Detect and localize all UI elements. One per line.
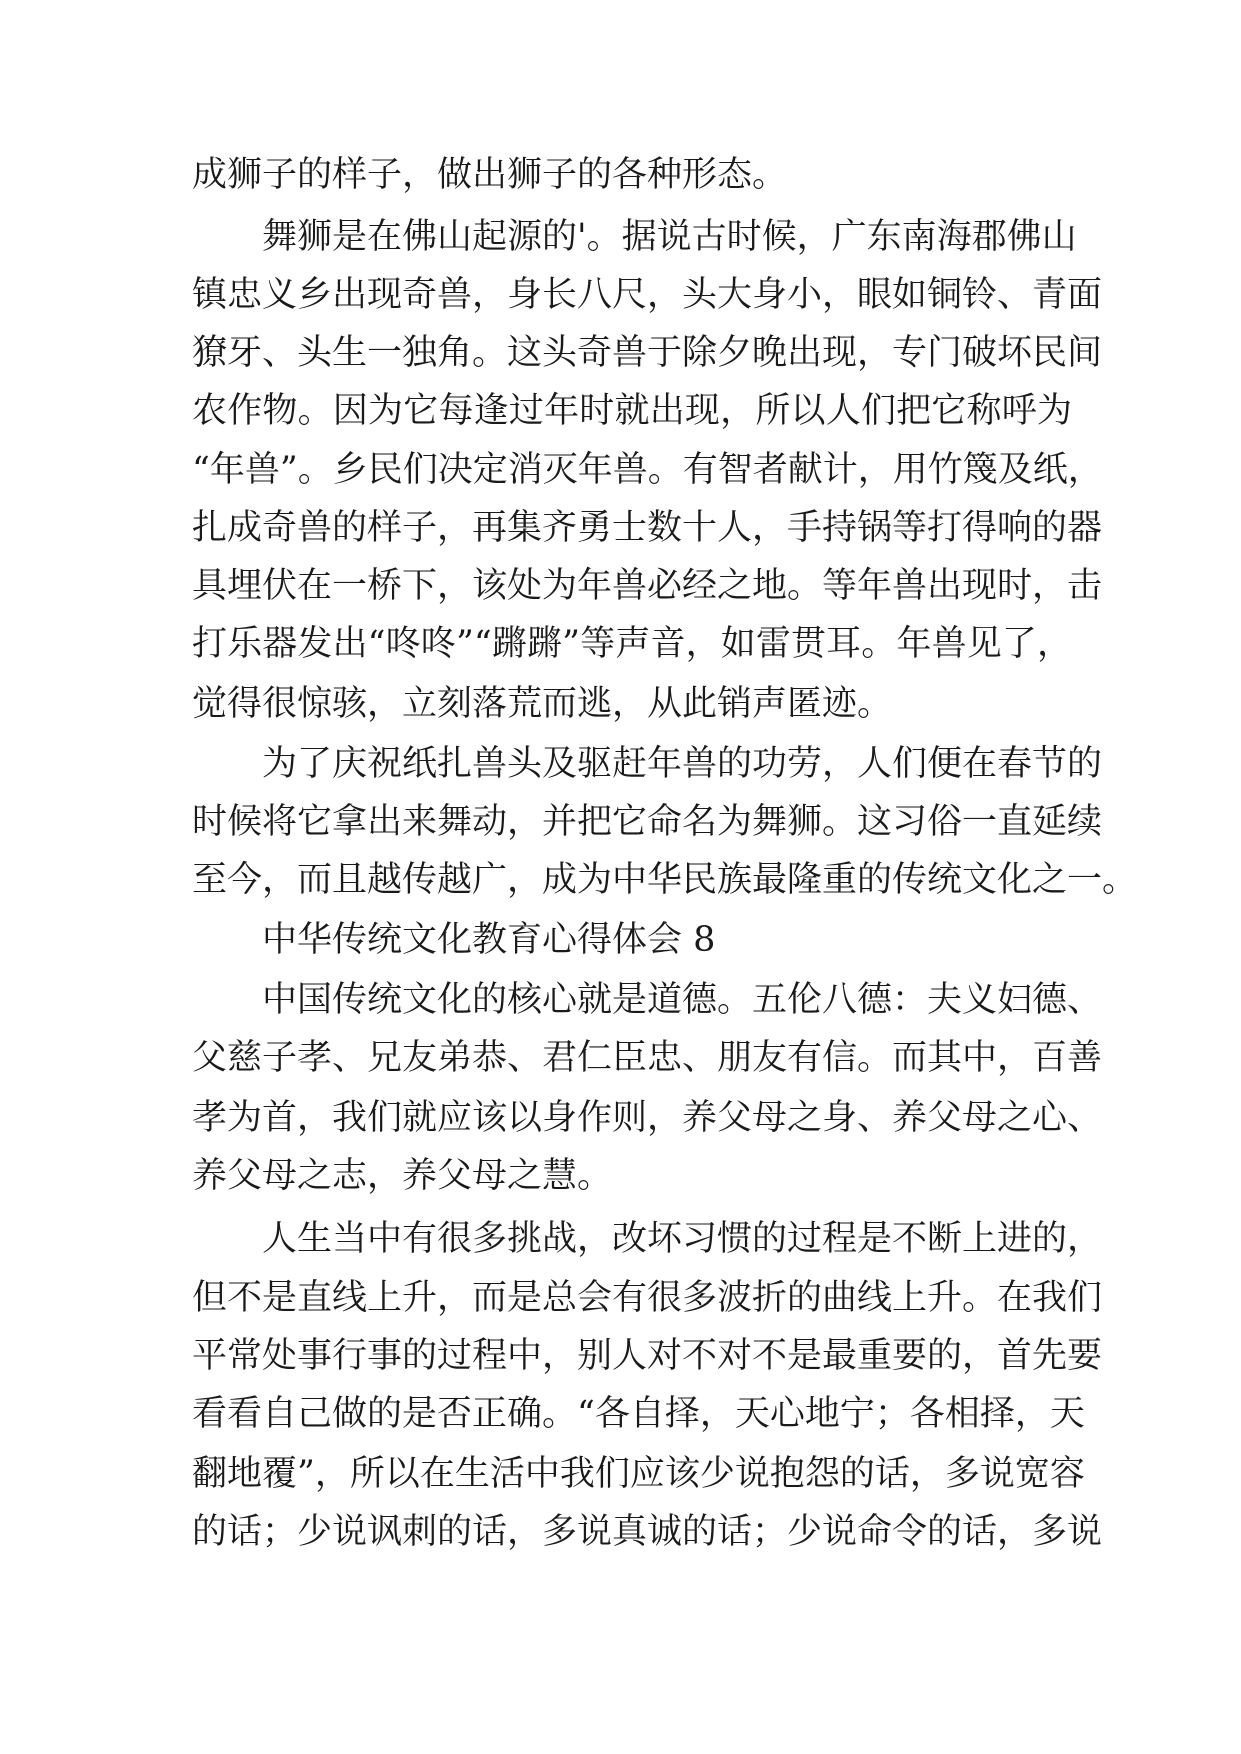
text-line: 成狮子的样子，做出狮子的各种形态。: [192, 155, 788, 195]
text-line: 中国传统文化的核心就是道德。五伦八德：夫义妇德、: [262, 980, 1103, 1020]
text-line: 的话；少说讽刺的话，多说真诚的话；少说命令的话，多说: [192, 1512, 1103, 1552]
text-line: 看看自己做的是否正确。“各自择，天心地宁；各相择，天: [192, 1394, 1085, 1434]
text-line: 具埋伏在一桥下，该处为年兽必经之地。等年兽出现时，击: [192, 566, 1103, 606]
section-heading: 中华传统文化教育心得体会 8: [262, 920, 716, 960]
text-line: 父慈子孝、兄友弟恭、君仁臣忠、朋友有信。而其中，百善: [192, 1038, 1103, 1078]
text-line: 孝为首，我们就应该以身作则，养父母之身、养父母之心、: [192, 1098, 1103, 1138]
text-line: 獠牙、头生一独角。这头奇兽于除夕晚出现，专门破坏民间: [192, 333, 1103, 373]
text-line: 平常处事行事的过程中，别人对不对不是最重要的，首先要: [192, 1336, 1103, 1376]
text-line: 农作物。因为它每逢过年时就出现，所以人们把它称呼为: [192, 391, 1072, 431]
text-line: 打乐器发出“咚咚”“蹡蹡”等声音，如雷贯耳。年兽见了，: [192, 624, 1072, 664]
text-line: 舞狮是在佛山起源的'。据说古时候，广东南海郡佛山: [262, 217, 1077, 257]
text-line: “年兽”。乡民们决定消灭年兽。有智者献计，用竹篾及纸，: [192, 450, 1103, 490]
text-line: 为了庆祝纸扎兽头及驱赶年兽的功劳，人们便在春节的: [262, 744, 1103, 784]
text-line: 养父母之志，养父母之慧。: [192, 1156, 613, 1196]
text-line: 时候将它拿出来舞动，并把它命名为舞狮。这习俗一直延续: [192, 802, 1103, 842]
text-line: 但不是直线上升，而是总会有很多波折的曲线上升。在我们: [192, 1278, 1103, 1318]
text-line: 至今，而且越传越广，成为中华民族最隆重的传统文化之一。: [192, 860, 1138, 900]
text-line: 翻地覆”，所以在生活中我们应该少说抱怨的话，多说宽容: [192, 1454, 1085, 1494]
text-line: 镇忠义乡出现奇兽，身长八尺，头大身小，眼如铜铃、青面: [192, 275, 1103, 315]
text-line: 人生当中有很多挑战，改坏习惯的过程是不断上进的，: [262, 1219, 1103, 1259]
text-line: 觉得很惊骇，立刻落荒而逃，从此销声匿迹。: [192, 684, 893, 724]
text-line: 扎成奇兽的样子，再集齐勇士数十人，手持锅等打得响的器: [192, 508, 1103, 548]
